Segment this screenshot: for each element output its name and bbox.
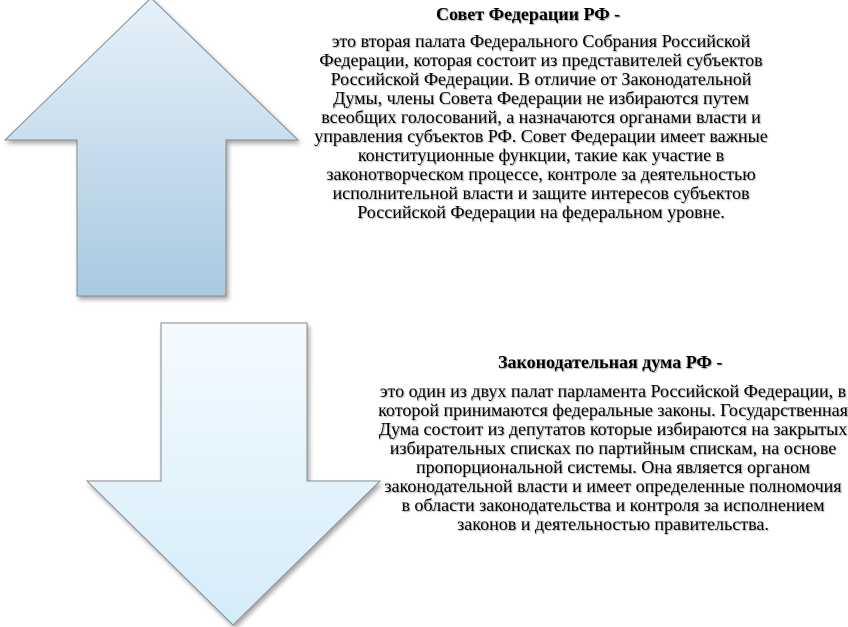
- duma-description-block: [378, 351, 848, 534]
- council-title: Совет Федерации РФ -: [436, 4, 621, 24]
- duma-text: это один из двух палат парламента Российской Федерации, в которой принимаются федеральные законы. Государственная Дума состоит из депутатов которые избираются на закрытых избирательных списках по партийным спискам, на основе пропорциональной системы. Она является органом законодательной власти и имеет определенные полномочия в области законодательства и контроля за исполнением законов и деятельностью правительства.: [378, 381, 848, 534]
- up-arrow-icon: [5, 0, 298, 296]
- council-text: это вторая палата Федерального Собрания Российской Федерации, которая состоит из представителей субъектов Российской Федерации. В отличие от Законодательной Думы, члены Совета Федерации не избираются путем всеобщих голосований, а назначаются органами власти и управления субъектов РФ. Совет Федерации имеет важные конституционные функции, такие как участие в законотворческом процессе, контроле за деятельностью исполнительной власти и защите интересов субъектов Российской Федерации на федеральном уровне.: [314, 31, 768, 222]
- down-arrow-icon: [87, 323, 380, 625]
- council-description-block: [306, 3, 776, 222]
- duma-title: Законодательная дума РФ -: [498, 352, 723, 372]
